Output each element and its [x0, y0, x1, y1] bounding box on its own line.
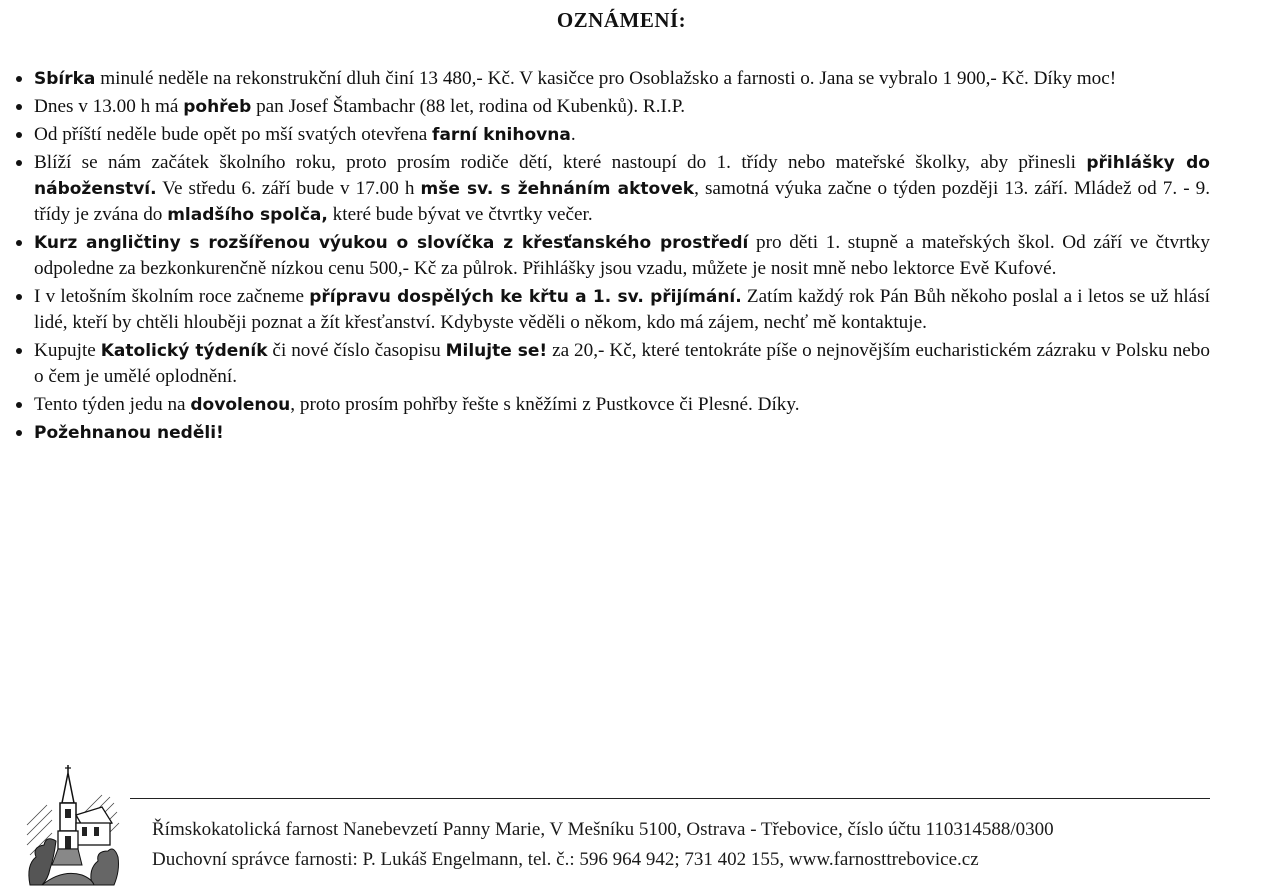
announcement-text: Dnes v 13.00 h má: [34, 96, 184, 117]
announcement-highlight: mladšího spolča,: [167, 205, 328, 225]
page-title: OZNÁMENÍ:: [556, 8, 687, 32]
announcement-highlight: dovolenou: [190, 395, 291, 415]
announcement-text: či nové číslo časopisu: [267, 340, 446, 361]
announcement-item: [16, 150, 1210, 228]
announcement-text: , proto prosím pohřby řešte s kněžími z Pustkovce či Plesné. Díky.: [290, 394, 800, 415]
announcement-text: minulé neděle na rekonstrukční dluh činí 13 480,- Kč. V kasičce pro Osoblažsko a farnosti o. Jana se vybralo 1 900,- Kč. Díky moc!: [95, 68, 1117, 89]
footer-divider: [130, 798, 1210, 799]
announcement-text: Od příští neděle bude opět po mší svatých otevřena: [34, 124, 433, 145]
footer-parish-info: Římskokatolická farnost Nanebevzetí Panny Marie, V Mešníku 5100, Ostrava - Třebovice, číslo účtu 110314588/0300: [152, 819, 1054, 840]
announcement-highlight: přípravu dospělých ke křtu a 1. sv. přijímání.: [309, 287, 742, 307]
announcement-text: Tento týden jedu na: [34, 394, 191, 415]
announcement-text: Ve středu 6. září bude v 17.00 h: [156, 178, 421, 199]
announcement-text: .: [570, 124, 576, 145]
announcement-text: které bude bývat ve čtvrtky večer.: [327, 204, 593, 225]
announcement-item: [16, 66, 1210, 92]
announcement-highlight: Sbírka: [34, 69, 96, 89]
church-drawing-icon: [22, 765, 122, 887]
announcement-highlight: pohřeb: [183, 97, 252, 117]
announcement-highlight: Kurz angličtiny s rozšířenou výukou o slovíčka z křesťanského prostředí: [34, 233, 749, 253]
announcement-item: [16, 420, 1210, 446]
announcement-list: [16, 66, 1210, 448]
announcement-item: [16, 122, 1210, 148]
announcement-highlight: Požehnanou neděli!: [34, 423, 224, 443]
announcement-highlight: přihlášky do náboženství.: [34, 153, 1210, 199]
announcement-text: , samotná výuka začne o týden později 13. září. Mládež od 7. - 9. třídy je zvána do: [34, 178, 1211, 225]
announcement-highlight: Katolický týdeník: [100, 341, 268, 361]
announcement-text: Kupujte: [34, 340, 101, 361]
announcement-text: I v letošním školním roce začneme: [34, 286, 310, 307]
footer-contact-info: Duchovní správce farnosti: P. Lukáš Engelmann, tel. č.: 596 964 942; 731 402 155, www.farnosttrebovice.cz: [152, 849, 979, 870]
announcement-item: [16, 338, 1210, 390]
announcement-item: [16, 284, 1210, 336]
footer: [152, 815, 1210, 875]
announcement-item: [16, 230, 1210, 282]
announcement-text: pro děti 1. stupně a mateřských škol. Od září ve čtvrtky odpoledne za bezkonkurenčně nízkou cenu 500,- Kč za půlrok. Přihlášky jsou vzadu, můžete je nosit mně nebo lektorce Evě Kufové.: [34, 232, 1210, 279]
announcement-item: [16, 94, 1210, 120]
announcement-highlight: farní knihovna: [432, 125, 571, 145]
announcement-text: za 20,- Kč, které tentokráte píše o nejnovějším eucharistickém zázraku v Polsku nebo o čem je umělé oplodnění.: [34, 340, 1210, 387]
announcement-item: [16, 392, 1210, 418]
announcement-highlight: Milujte se!: [445, 341, 548, 361]
announcement-text: pan Josef Štambachr (88 let, rodina od Kubenků). R.I.P.: [251, 96, 686, 117]
announcement-highlight: mše sv. s žehnáním aktovek: [420, 179, 695, 199]
announcement-text: Blíží se nám začátek školního roku, proto prosím rodiče dětí, které nastoupí do 1. třídy nebo mateřské školky, aby přinesli: [34, 152, 1087, 173]
announcement-text: Zatím každý rok Pán Bůh někoho poslal a i letos se už hlásí lidé, kteří by chtěli hlouběji poznat a žít křesťanství. Kdybyste věděli o někom, kdo má zájem, nechť mě kontaktuje.: [34, 286, 1210, 333]
